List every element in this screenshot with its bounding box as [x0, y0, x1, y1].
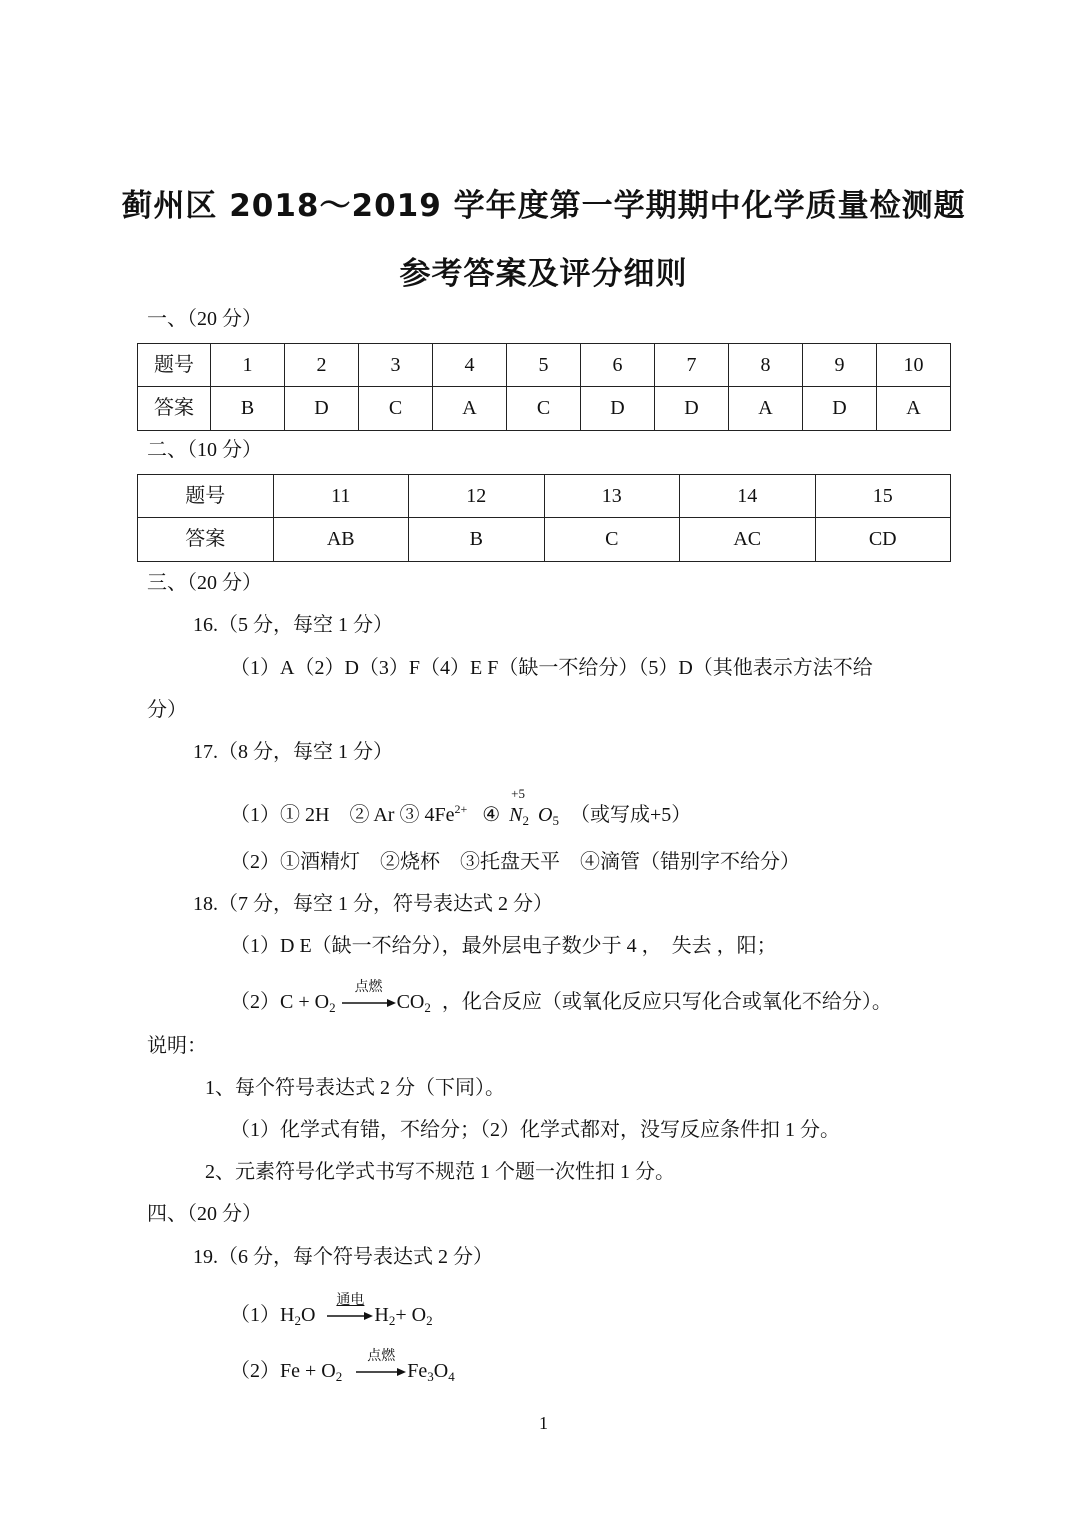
table-2-answer: CD [815, 518, 951, 562]
q19-eq2-reactants: （2）Fe + O [230, 1360, 336, 1382]
table-2-answer-row [138, 518, 951, 562]
q19-eq1-h-subscript: 2 [294, 1313, 301, 1328]
q18-heading: 18.（7 分，每空 1 分，符号表达式 2 分） [193, 893, 553, 915]
table-1-answer: B [211, 387, 285, 431]
table-1-answer: A [877, 387, 951, 431]
q18-answer-line-2 [230, 979, 892, 1016]
arrow-icon [326, 1311, 374, 1321]
nitrogen-symbol: N [509, 804, 523, 826]
nitrogen-with-valence [509, 786, 526, 827]
reaction-arrow [341, 979, 397, 1008]
q18-reactants: （2）C + O [230, 991, 330, 1013]
reaction-condition: 通电 [336, 1292, 365, 1309]
table-1-answer: A [729, 387, 803, 431]
q17-alternative-note: （或写成+5） [569, 804, 692, 826]
table-2-number-label: 题号 [138, 475, 274, 518]
q18-o2-subscript: 2 [329, 1000, 336, 1015]
table-2-answer: AC [680, 518, 816, 562]
table-2-number: 15 [815, 475, 951, 518]
note-1-detail: （1）化学式有错，不给分；（2）化学式都对，没写反应条件扣 1 分。 [230, 1119, 840, 1141]
reaction-arrow [355, 1348, 407, 1377]
q19-equation-1 [230, 1292, 433, 1329]
table-1-number: 2 [285, 344, 359, 387]
q19-eq2-fe-subscript: 3 [427, 1369, 434, 1384]
table-2-answer: AB [273, 518, 409, 562]
table-1-number: 3 [359, 344, 433, 387]
arrow-icon [341, 998, 397, 1008]
q19-eq2-product-fe: Fe [407, 1360, 428, 1382]
table-1-number: 4 [433, 344, 507, 387]
notes-heading: 说明： [147, 1035, 207, 1057]
q19-eq1-product-1: H [374, 1304, 389, 1326]
fe-charge: 2+ [454, 802, 468, 816]
answer-table-2 [137, 474, 951, 562]
q19-eq1-p1-subscript: 2 [388, 1313, 396, 1328]
table-1-answer-row [138, 387, 951, 431]
table-1-number: 6 [581, 344, 655, 387]
q17-answer-line-2: （2）①酒精灯 ②烧杯 ③托盘天平 ④滴管（错别字不给分） [230, 851, 800, 873]
table-2-number-row [138, 475, 951, 518]
reaction-arrow [326, 1292, 374, 1321]
answer-table-1 [137, 343, 951, 431]
q18-product-subscript: 2 [424, 1000, 431, 1015]
reaction-condition: 点燃 [367, 1348, 396, 1365]
document-title: 蓟州区 2018～2019 学年度第一学期期中化学质量检测题 [121, 188, 966, 224]
table-2-answer-label: 答案 [138, 518, 274, 562]
table-2-answer: C [544, 518, 680, 562]
table-1-number-row [138, 344, 951, 387]
q19-eq1-product-2: + O [395, 1304, 427, 1326]
table-1-answer: D [285, 387, 359, 431]
table-2-number: 11 [273, 475, 409, 518]
q17-heading: 17.（8 分，每空 1 分） [193, 741, 393, 763]
table-1-number: 8 [729, 344, 803, 387]
table-1-answer-label: 答案 [138, 387, 211, 431]
note-2: 2、元素符号化学式书写不规范 1 个题一次性扣 1 分。 [205, 1161, 675, 1183]
table-2-number: 13 [544, 475, 680, 518]
page-number: 1 [539, 1413, 548, 1433]
q17-part-4-label: ④ [482, 804, 501, 826]
note-1: 1、每个符号表达式 2 分（下同）。 [205, 1077, 505, 1099]
table-1-number: 1 [211, 344, 285, 387]
nitrogen-subscript: 2 [522, 813, 530, 828]
section-2-heading: 二、（10 分） [147, 439, 262, 461]
oxygen-subscript: 5 [552, 813, 559, 828]
table-1-answer: D [655, 387, 729, 431]
oxygen-symbol: O [538, 804, 553, 826]
table-2-number: 14 [680, 475, 816, 518]
reaction-condition: 点燃 [354, 979, 383, 996]
q19-eq2-o-subscript: 2 [335, 1369, 343, 1384]
q18-reaction-type: ，化合反应（或氧化反应只写化合或氧化不给分）。 [441, 991, 892, 1013]
q19-eq2-o4-subscript: 4 [448, 1369, 455, 1384]
q19-eq1-reactant: （1）H [230, 1304, 295, 1326]
q19-eq1-o: O [300, 1304, 316, 1326]
table-1-answer: A [433, 387, 507, 431]
table-1-number: 7 [655, 344, 729, 387]
table-1-number: 5 [507, 344, 581, 387]
q18-product: CO [396, 991, 425, 1013]
section-1-heading: 一、（20 分） [147, 308, 262, 330]
q17-part-1-3: （1）① 2H ② Ar ③ 4Fe [230, 804, 455, 826]
table-2-answer: B [409, 518, 545, 562]
document-subtitle: 参考答案及评分细则 [399, 256, 688, 292]
table-1-number: 9 [803, 344, 877, 387]
table-1-answer: D [581, 387, 655, 431]
table-1-number-label: 题号 [138, 344, 211, 387]
section-3-heading: 三、（20 分） [147, 572, 262, 594]
q19-eq2-product-o: O [433, 1360, 449, 1382]
table-1-answer: C [507, 387, 581, 431]
q16-answer-line-2: 分） [147, 699, 187, 721]
table-1-answer: C [359, 387, 433, 431]
q16-answer-line-1: （1）A（2）D（3）F（4）E F（缺一不给分）（5）D（其他表示方法不给 [230, 657, 873, 679]
table-1-answer: D [803, 387, 877, 431]
section-4-heading: 四、（20 分） [147, 1203, 262, 1225]
valence-mark: +5 [511, 786, 526, 801]
q18-answer-line-1: （1）D E（缺一不给分），最外层电子数少于 4 ， 失去 ，阳； [230, 935, 777, 957]
q17-answer-line-1 [230, 786, 692, 829]
table-2-number: 12 [409, 475, 545, 518]
q16-heading: 16.（5 分，每空 1 分） [193, 614, 393, 636]
arrow-icon [355, 1367, 407, 1377]
q19-heading: 19.（6 分，每个符号表达式 2 分） [193, 1246, 493, 1268]
q19-eq1-p2-subscript: 2 [426, 1313, 433, 1328]
q19-equation-2 [230, 1348, 455, 1385]
table-1-number: 10 [877, 344, 951, 387]
